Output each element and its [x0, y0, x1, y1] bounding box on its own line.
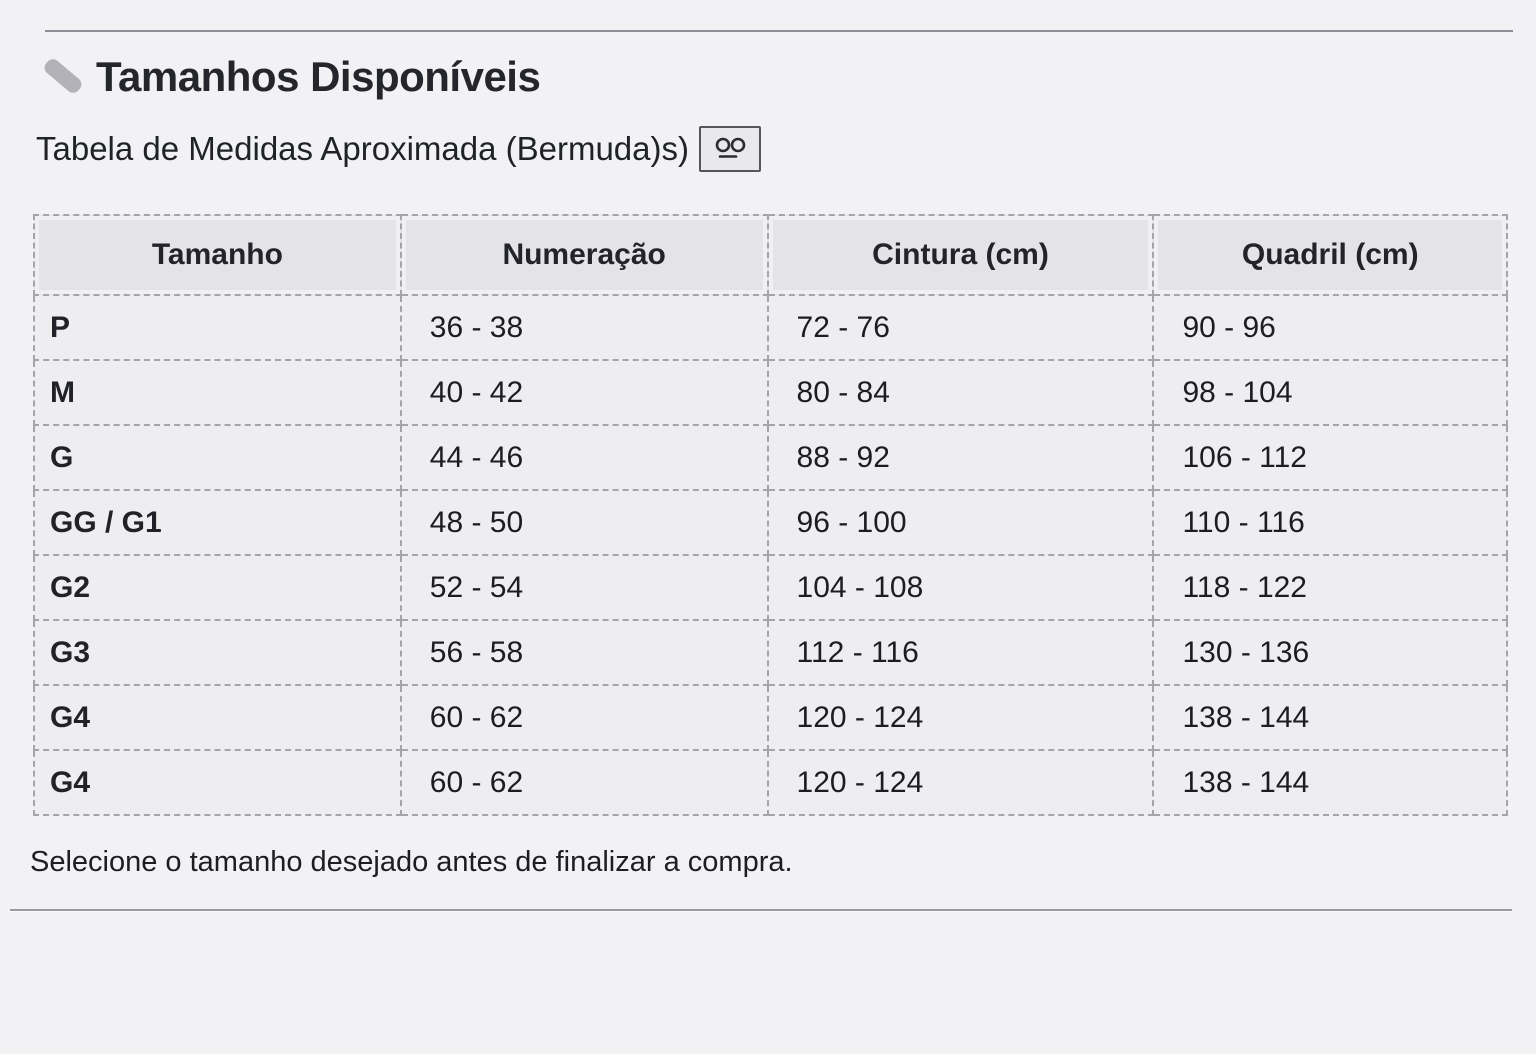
size-cell: G4 — [34, 750, 401, 815]
numeracao-cell: 48 - 50 — [401, 490, 768, 555]
footer-note: Selecione o tamanho desejado antes de finalizar a compra. — [30, 846, 793, 878]
column-header-numeracao: Numeração — [401, 215, 768, 295]
size-cell: P — [34, 295, 401, 360]
table-row — [34, 620, 1507, 685]
size-cell: GG / G1 — [34, 490, 401, 555]
numeracao-cell: 60 - 62 — [401, 685, 768, 750]
table-row — [34, 490, 1507, 555]
size-guide-page — [0, 30, 1536, 911]
cintura-cell: 88 - 92 — [768, 425, 1154, 490]
table-caption: Tabela de Medidas Aproximada (Bermuda)s) — [36, 130, 689, 167]
quadril-cell: 138 - 144 — [1153, 685, 1507, 750]
quadril-cell: 98 - 104 — [1153, 360, 1507, 425]
table-row — [34, 750, 1507, 815]
cintura-cell: 72 - 76 — [768, 295, 1154, 360]
numeracao-cell: 36 - 38 — [401, 295, 768, 360]
quadril-cell: 90 - 96 — [1153, 295, 1507, 360]
cintura-cell: 104 - 108 — [768, 555, 1154, 620]
cintura-cell: 96 - 100 — [768, 490, 1154, 555]
cintura-cell: 112 - 116 — [768, 620, 1154, 685]
numeracao-cell: 40 - 42 — [401, 360, 768, 425]
column-header-cintura: Cintura (cm) — [768, 215, 1154, 295]
table-header-row — [34, 215, 1507, 295]
table-row — [34, 685, 1507, 750]
size-table — [33, 214, 1508, 816]
cintura-cell: 120 - 124 — [768, 685, 1154, 750]
numeracao-cell: 52 - 54 — [401, 555, 768, 620]
table-row — [34, 425, 1507, 490]
table-row — [34, 295, 1507, 360]
quadril-cell: 110 - 116 — [1153, 490, 1507, 555]
column-header-quadril: Quadril (cm) — [1153, 215, 1507, 295]
cintura-cell: 80 - 84 — [768, 360, 1154, 425]
table-body — [34, 295, 1507, 815]
bottom-divider — [10, 909, 1512, 911]
subtitle-row — [36, 126, 1536, 172]
size-cell: M — [34, 360, 401, 425]
numeracao-cell: 44 - 46 — [401, 425, 768, 490]
size-cell: G4 — [34, 685, 401, 750]
top-divider — [45, 30, 1513, 32]
section-header — [42, 52, 1536, 102]
numeracao-cell: 56 - 58 — [401, 620, 768, 685]
voicemail-button[interactable] — [699, 126, 761, 172]
page-title: Tamanhos Disponíveis — [96, 53, 541, 100]
quadril-cell: 138 - 144 — [1153, 750, 1507, 815]
size-cell: G3 — [34, 620, 401, 685]
table-row — [34, 555, 1507, 620]
quadril-cell: 118 - 122 — [1153, 555, 1507, 620]
quadril-cell: 106 - 112 — [1153, 425, 1507, 490]
cintura-cell: 120 - 124 — [768, 750, 1154, 815]
voicemail-icon — [712, 136, 748, 162]
size-cell: G — [34, 425, 401, 490]
column-header-tamanho: Tamanho — [34, 215, 401, 295]
pencil-icon — [42, 52, 84, 102]
table-row — [34, 360, 1507, 425]
quadril-cell: 130 - 136 — [1153, 620, 1507, 685]
size-cell: G2 — [34, 555, 401, 620]
numeracao-cell: 60 - 62 — [401, 750, 768, 815]
